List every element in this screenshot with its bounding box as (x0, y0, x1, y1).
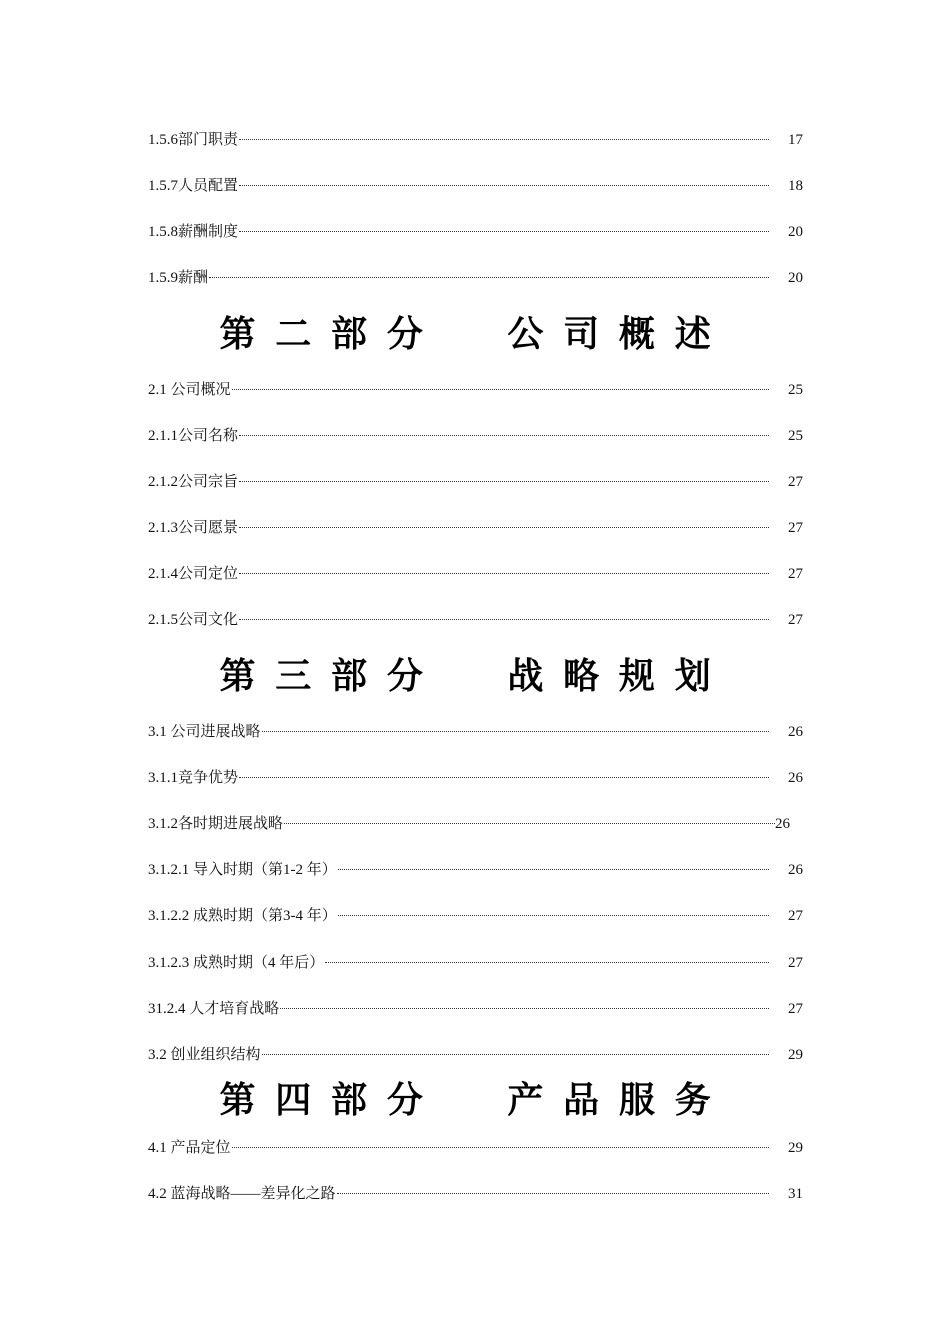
toc-entry-page-number: 29 (788, 1047, 803, 1063)
dot-leader (284, 822, 775, 824)
toc-entry-label: 2.1.4公司定位 (148, 566, 239, 582)
toc-entry-page-number: 25 (788, 428, 803, 444)
toc-entry-label: 31.2.4 人才培育战略 (148, 1001, 280, 1017)
toc-entry-page-number: 27 (788, 612, 803, 628)
toc-entry-page-number: 29 (788, 1140, 803, 1156)
toc-entry-label: 3.1.2.2 成熟时期（第3-4 年） (148, 908, 337, 924)
dot-leader (239, 434, 769, 436)
toc-entry-2-1-2[interactable] (148, 471, 803, 493)
part-heading-3: 第三部分 战略规划 (219, 655, 731, 697)
toc-entry-3-2[interactable] (148, 1044, 803, 1066)
toc-entry-3-1[interactable] (148, 721, 803, 743)
toc-entry-3-1-2[interactable] (148, 813, 790, 835)
toc-entry-3-1-2-1[interactable] (148, 859, 803, 881)
toc-entry-page-number: 26 (775, 816, 790, 832)
dot-leader (325, 961, 769, 963)
toc-entry-page-number: 27 (788, 908, 803, 924)
toc-entry-label: 3.1.2各时期进展战略 (148, 816, 284, 832)
toc-entry-3-1-2-3[interactable] (148, 952, 803, 974)
toc-entry-page-number: 18 (788, 178, 803, 194)
toc-entry-2-1-5[interactable] (148, 609, 803, 631)
toc-entry-label: 3.1.2.3 成熟时期（4 年后） (148, 955, 325, 971)
toc-entry-page-number: 27 (788, 474, 803, 490)
toc-entry-label: 2.1.1公司名称 (148, 428, 239, 444)
toc-entry-label: 3.2 创业组织结构 (148, 1047, 261, 1063)
toc-entry-page-number: 27 (788, 566, 803, 582)
dot-leader (239, 480, 769, 482)
toc-entry-1-5-7[interactable] (148, 175, 803, 197)
toc-entry-2-1-4[interactable] (148, 563, 803, 585)
toc-entry-label: 3.1.1竞争优势 (148, 770, 239, 786)
dot-leader (262, 1053, 769, 1055)
dot-leader (209, 276, 769, 278)
dot-leader (239, 572, 769, 574)
toc-entry-label: 4.2 蓝海战略——差异化之路 (148, 1186, 336, 1202)
dot-leader (337, 1192, 769, 1194)
toc-entry-page-number: 17 (788, 132, 803, 148)
toc-entry-page-number: 31 (788, 1186, 803, 1202)
toc-entry-1-5-8[interactable] (148, 221, 803, 243)
toc-entry-page-number: 26 (788, 724, 803, 740)
toc-entry-page-number: 20 (788, 270, 803, 286)
toc-entry-page-number: 25 (788, 382, 803, 398)
toc-entry-page-number: 27 (788, 955, 803, 971)
toc-entry-label: 1.5.7人员配置 (148, 178, 239, 194)
toc-entry-3-1-2-2[interactable] (148, 905, 803, 927)
toc-entry-label: 1.5.6部门职责 (148, 132, 239, 148)
toc-entry-label: 2.1 公司概况 (148, 382, 231, 398)
toc-entry-4-1[interactable] (148, 1137, 803, 1159)
toc-entry-label: 2.1.5公司文化 (148, 612, 239, 628)
toc-entry-3-1-1[interactable] (148, 767, 803, 789)
part-heading-2: 第二部分 公司概述 (219, 313, 731, 355)
toc-entry-31-2-4[interactable] (148, 998, 803, 1020)
toc-entry-label: 1.5.9薪酬 (148, 270, 209, 286)
toc-entry-2-1-1[interactable] (148, 425, 803, 447)
toc-entry-page-number: 26 (788, 770, 803, 786)
dot-leader (232, 1146, 769, 1148)
toc-entry-label: 3.1 公司进展战略 (148, 724, 261, 740)
toc-entry-page-number: 20 (788, 224, 803, 240)
dot-leader (338, 868, 769, 870)
toc-entry-page-number: 27 (788, 520, 803, 536)
toc-entry-1-5-9[interactable] (148, 267, 803, 289)
dot-leader (239, 230, 769, 232)
toc-entry-label: 1.5.8薪酬制度 (148, 224, 239, 240)
part-heading-4: 第四部分 产品服务 (219, 1079, 731, 1121)
dot-leader (239, 526, 769, 528)
dot-leader (338, 914, 769, 916)
dot-leader (239, 138, 769, 140)
toc-entry-1-5-6[interactable] (148, 129, 803, 151)
dot-leader (239, 776, 769, 778)
toc-entry-label: 4.1 产品定位 (148, 1140, 231, 1156)
toc-entry-label: 3.1.2.1 导入时期（第1-2 年） (148, 862, 337, 878)
toc-entry-page-number: 27 (788, 1001, 803, 1017)
dot-leader (239, 618, 769, 620)
toc-entry-label: 2.1.3公司愿景 (148, 520, 239, 536)
toc-entry-4-2[interactable] (148, 1183, 803, 1205)
dot-leader (232, 388, 769, 390)
dot-leader (280, 1007, 769, 1009)
toc-entry-2-1-3[interactable] (148, 517, 803, 539)
toc-entry-page-number: 26 (788, 862, 803, 878)
dot-leader (262, 730, 769, 732)
toc-entry-2-1[interactable] (148, 379, 803, 401)
toc-entry-label: 2.1.2公司宗旨 (148, 474, 239, 490)
dot-leader (239, 184, 769, 186)
